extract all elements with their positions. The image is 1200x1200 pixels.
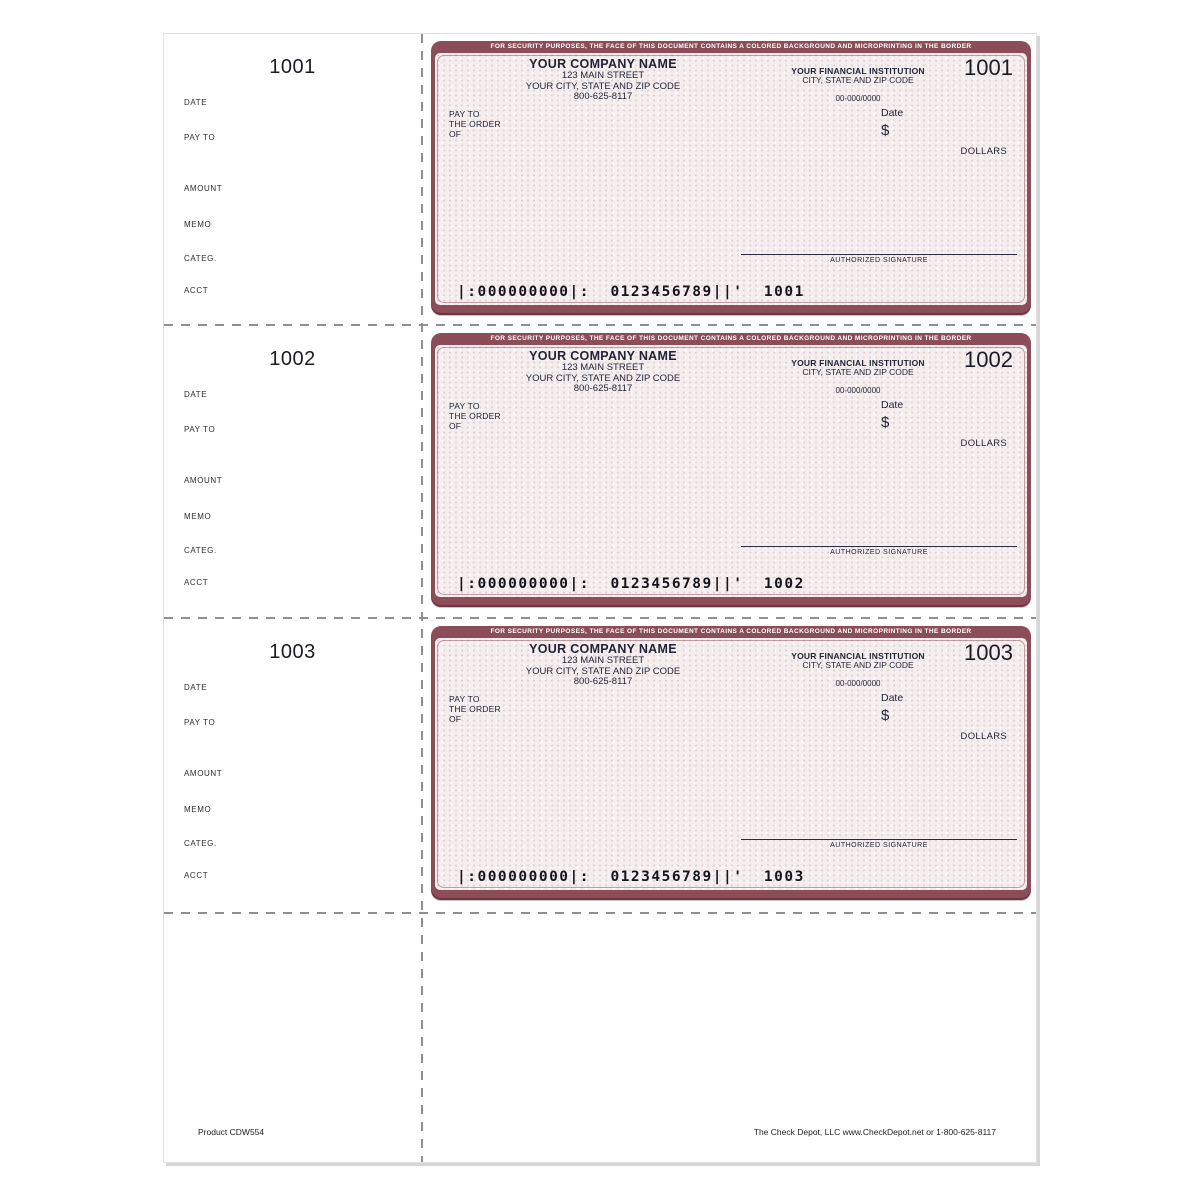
bank-fraction: 00-000/0000 — [835, 678, 881, 688]
company-address-1: 123 MAIN STREET — [561, 70, 645, 81]
date-label: Date — [881, 107, 904, 119]
company-name: YOUR COMPANY NAME — [529, 349, 677, 363]
company-phone: 800-625-8117 — [573, 91, 633, 102]
dollars-label: DOLLARS — [960, 146, 1007, 157]
product-code: Product CDW554 — [198, 1127, 265, 1137]
dollar-sign: $ — [881, 414, 890, 431]
stub-label-account: ACCT — [184, 871, 209, 880]
bank-block — [753, 66, 963, 103]
authorized-signature-line: AUTHORIZED SIGNATURE — [741, 839, 1017, 849]
pay-to-order-of: PAY TO THE ORDER OF — [449, 694, 501, 724]
security-banner: FOR SECURITY PURPOSES, THE FACE OF THIS DOCUMENT CONTAINS A COLORED BACKGROUND AND MICROPRINTING IN THE BORDER — [490, 43, 972, 50]
bank-block — [753, 651, 963, 688]
company-address-2: YOUR CITY, STATE AND ZIP CODE — [525, 665, 681, 677]
micr-line: |:000000000|: 0123456789||' 1001 — [457, 284, 805, 300]
micr-line: |:000000000|: 0123456789||' 1003 — [457, 869, 805, 885]
check-body — [431, 626, 1031, 898]
bank-address: CITY, STATE AND ZIP CODE — [802, 660, 914, 670]
bank-address: CITY, STATE AND ZIP CODE — [802, 75, 914, 85]
pay-to-order-of: PAY TO THE ORDER OF — [449, 109, 501, 139]
date-label: Date — [881, 399, 904, 411]
check-number: 1003 — [964, 640, 1013, 665]
dollar-sign: $ — [881, 707, 890, 724]
bank-name: YOUR FINANCIAL INSTITUTION — [791, 66, 925, 76]
company-address-1: 123 MAIN STREET — [561, 362, 645, 373]
check-face — [435, 53, 1027, 305]
bank-address: CITY, STATE AND ZIP CODE — [802, 367, 914, 377]
company-address-2: YOUR CITY, STATE AND ZIP CODE — [525, 372, 681, 384]
check-body — [431, 41, 1031, 313]
vendor-contact-info: The Check Depot, LLC www.CheckDepot.net or 1-800-625-8117 — [753, 1127, 996, 1137]
stub-label-account: ACCT — [184, 286, 209, 295]
company-block — [463, 57, 743, 103]
stub-label-account: ACCT — [184, 578, 209, 587]
company-block — [463, 349, 743, 395]
stub-label-pay-to: PAY TO — [184, 718, 216, 727]
company-block — [463, 642, 743, 688]
dollars-label: DOLLARS — [960, 438, 1007, 449]
check-sheet-page — [163, 33, 1037, 1163]
stub-label-date: DATE — [184, 683, 208, 692]
bank-name: YOUR FINANCIAL INSTITUTION — [791, 358, 925, 368]
dollars-label: DOLLARS — [960, 731, 1007, 742]
company-address-1: 123 MAIN STREET — [561, 655, 645, 666]
stub-label-memo: MEMO — [184, 512, 212, 521]
company-phone: 800-625-8117 — [573, 676, 633, 687]
check-number: 1002 — [964, 347, 1013, 372]
bank-block — [753, 358, 963, 395]
company-phone: 800-625-8117 — [573, 383, 633, 394]
stub-label-memo: MEMO — [184, 805, 212, 814]
stub-label-category: CATEG. — [184, 546, 217, 555]
bank-name: YOUR FINANCIAL INSTITUTION — [791, 651, 925, 661]
company-name: YOUR COMPANY NAME — [529, 642, 677, 656]
check-body — [431, 333, 1031, 605]
stub-check-number: 1002 — [269, 348, 316, 370]
check-face — [435, 638, 1027, 890]
check-row-3 — [164, 619, 1038, 912]
stub-label-amount: AMOUNT — [184, 476, 223, 485]
company-address-2: YOUR CITY, STATE AND ZIP CODE — [525, 80, 681, 92]
check-stub — [164, 34, 421, 324]
stub-label-pay-to: PAY TO — [184, 425, 216, 434]
dollar-sign: $ — [881, 122, 890, 139]
check-face — [435, 345, 1027, 597]
check-stub — [164, 619, 421, 912]
company-name: YOUR COMPANY NAME — [529, 57, 677, 71]
micr-line: |:000000000|: 0123456789||' 1002 — [457, 576, 805, 592]
check-row-2 — [164, 326, 1038, 617]
horizontal-perforation-line-3 — [164, 912, 1036, 914]
stub-label-amount: AMOUNT — [184, 184, 223, 193]
stub-check-number: 1001 — [269, 56, 316, 78]
check-stub — [164, 326, 421, 617]
stub-label-category: CATEG. — [184, 839, 217, 848]
date-label: Date — [881, 692, 904, 704]
check-number: 1001 — [964, 55, 1013, 80]
security-banner: FOR SECURITY PURPOSES, THE FACE OF THIS DOCUMENT CONTAINS A COLORED BACKGROUND AND MICROPRINTING IN THE BORDER — [490, 335, 972, 342]
authorized-signature-line: AUTHORIZED SIGNATURE — [741, 546, 1017, 556]
check-row-1 — [164, 34, 1038, 324]
authorized-signature-line: AUTHORIZED SIGNATURE — [741, 254, 1017, 264]
bank-fraction: 00-000/0000 — [835, 385, 881, 395]
stub-label-date: DATE — [184, 390, 208, 399]
stub-label-memo: MEMO — [184, 220, 212, 229]
stub-label-amount: AMOUNT — [184, 769, 223, 778]
stub-check-number: 1003 — [269, 641, 316, 663]
stub-label-date: DATE — [184, 98, 208, 107]
security-banner: FOR SECURITY PURPOSES, THE FACE OF THIS DOCUMENT CONTAINS A COLORED BACKGROUND AND MICROPRINTING IN THE BORDER — [490, 628, 972, 635]
stub-label-category: CATEG. — [184, 254, 217, 263]
pay-to-order-of: PAY TO THE ORDER OF — [449, 401, 501, 431]
bank-fraction: 00-000/0000 — [835, 93, 881, 103]
stub-label-pay-to: PAY TO — [184, 133, 216, 142]
